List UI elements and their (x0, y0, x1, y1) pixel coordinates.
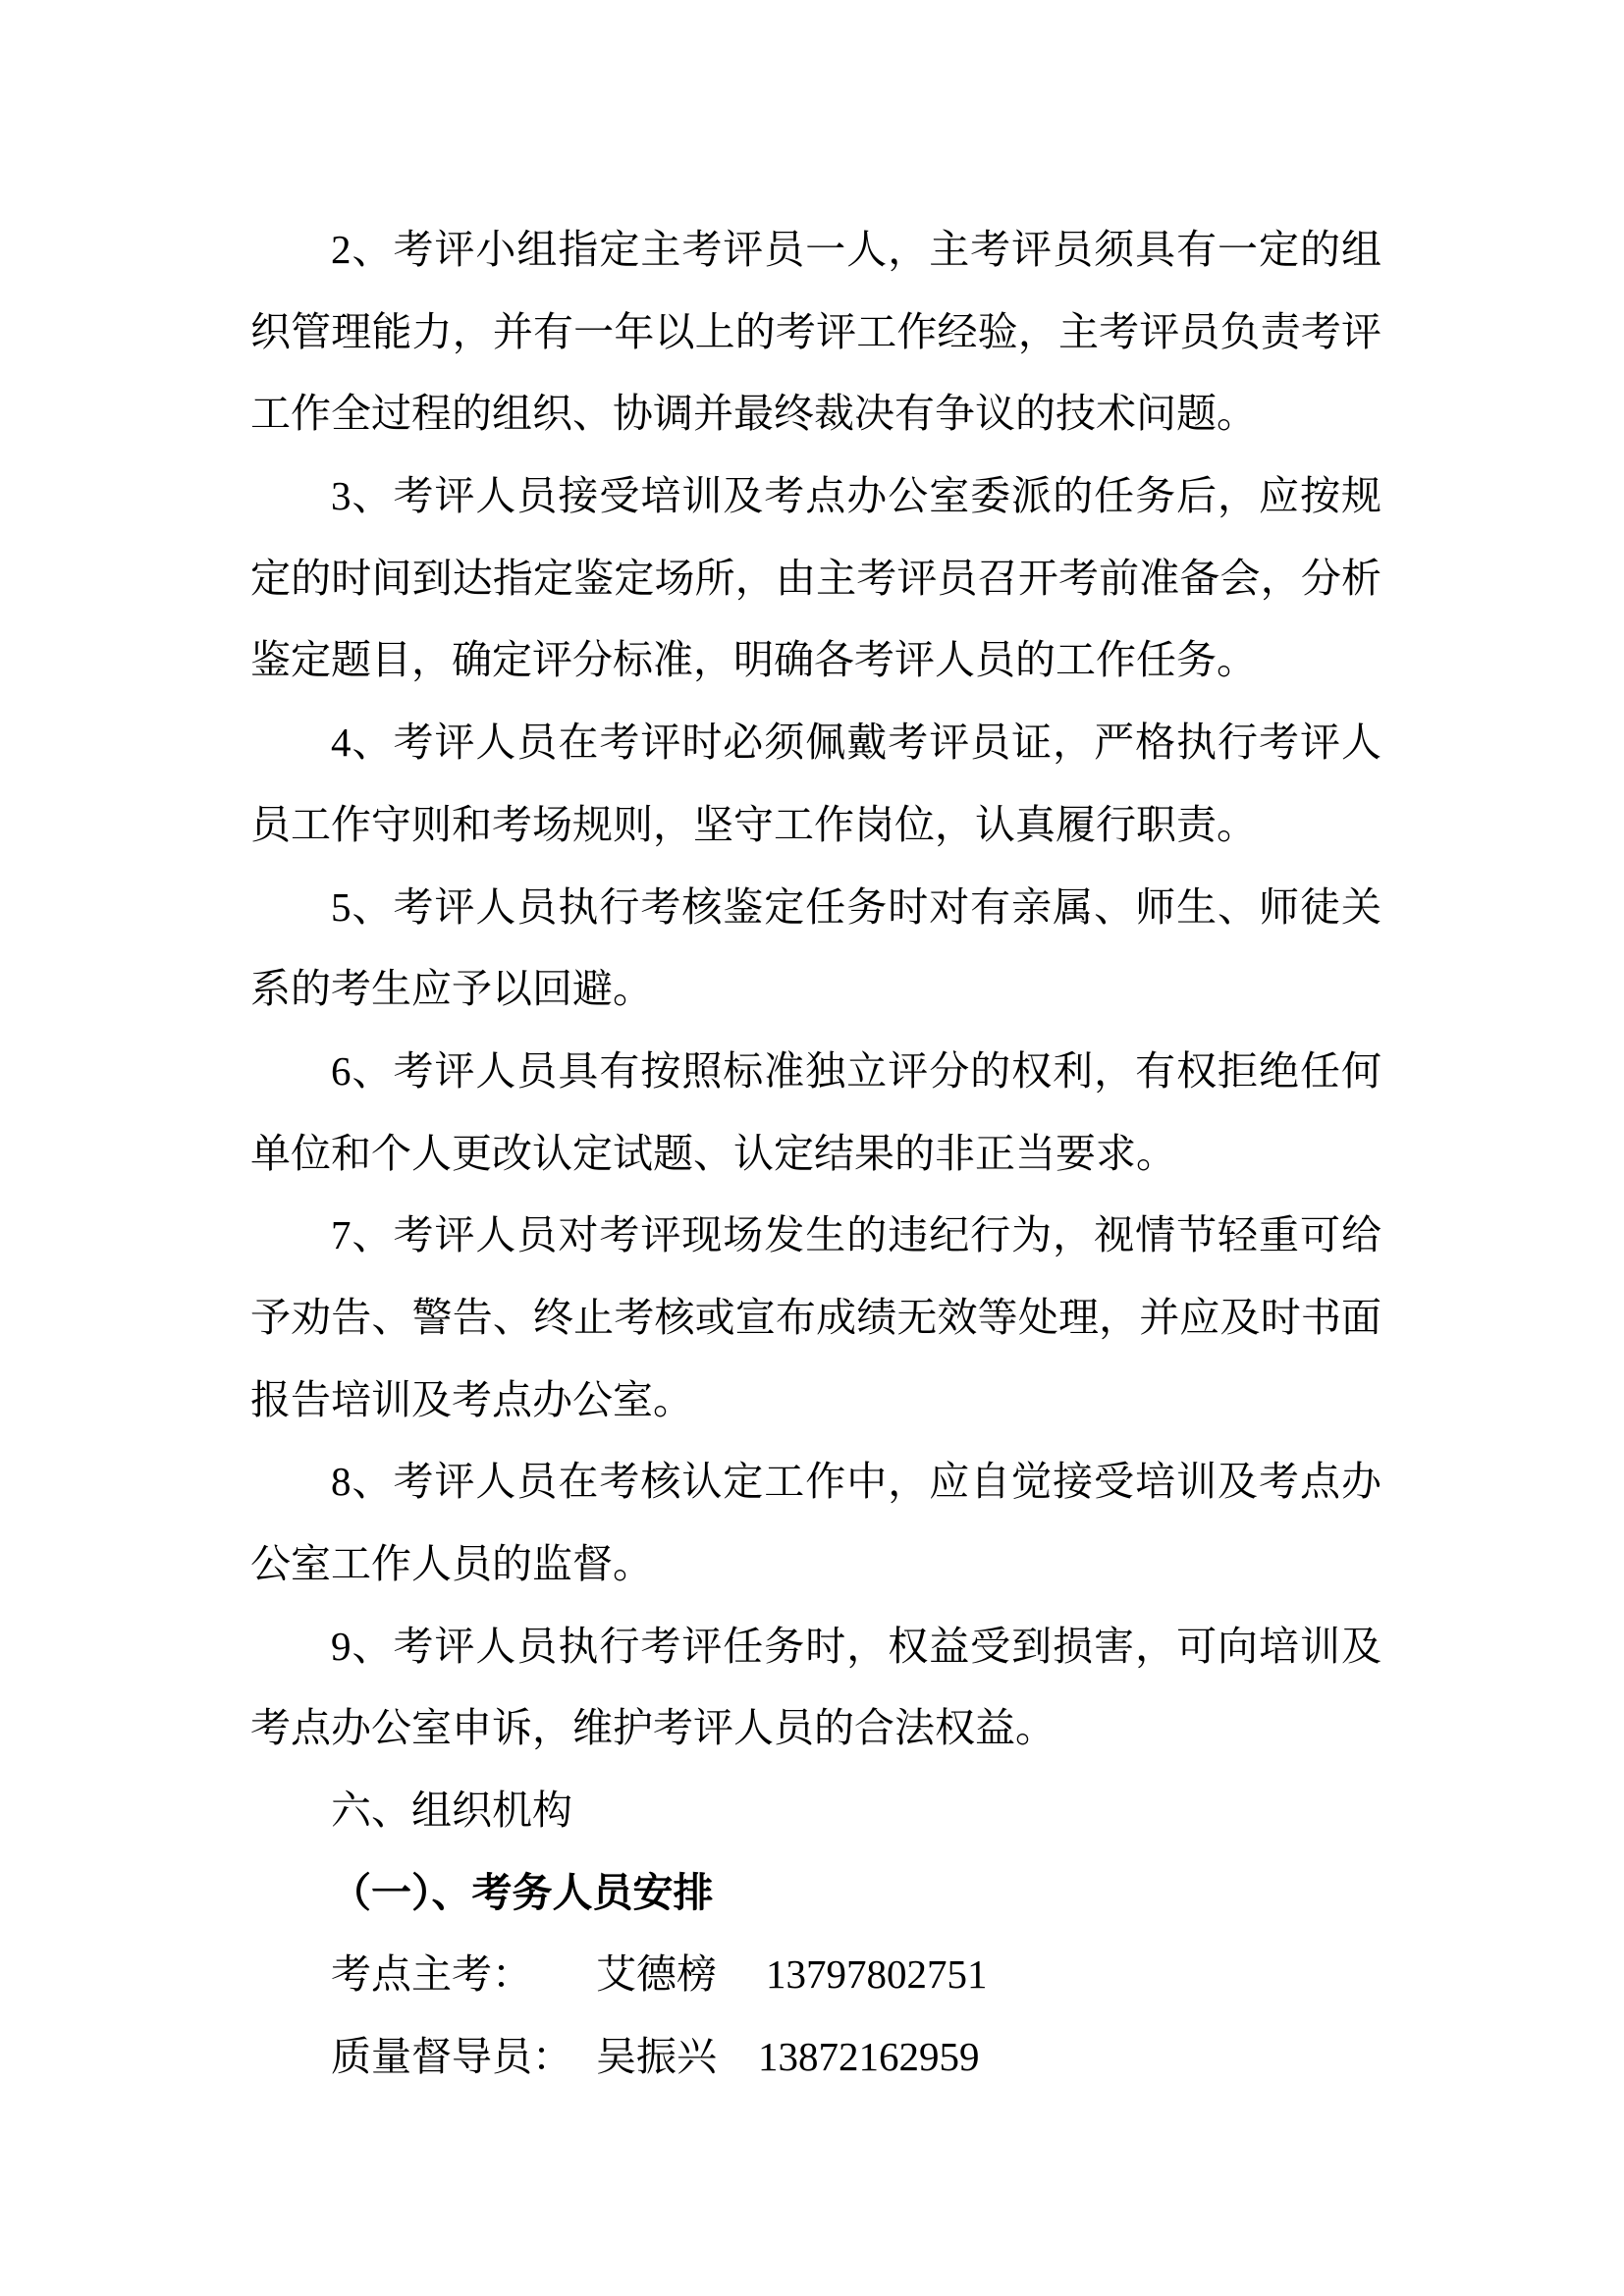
text-line: 工作全过程的组织、协调并最终裁决有争议的技术问题。 (250, 391, 1257, 437)
document-body (250, 209, 1381, 2099)
text-line: 3、考评人员接受培训及考点办公室委派的任务后，应按规 (331, 473, 1381, 519)
staff-phone: 13872162959 (758, 2034, 980, 2080)
clause-5 (250, 867, 1381, 1031)
text-line: 6、考评人员具有按照标准独立评分的权利，有权拒绝任何 (331, 1047, 1381, 1094)
clause-8 (250, 1441, 1381, 1605)
text-line: 2、考评小组指定主考评员一人，主考评员须具有一定的组 (331, 227, 1381, 272)
text-line: 考点办公室申诉，维护考评人员的合法权益。 (250, 1705, 1056, 1751)
clause-4 (250, 702, 1381, 866)
text-line: 予劝告、警告、终止考核或宣布成绩无效等处理，并应及时书面 (250, 1294, 1381, 1340)
clause-2 (250, 209, 1381, 455)
staff-row-quality-supervisor (250, 2016, 1381, 2099)
text-line: 员工作守则和考场规则，坚守工作岗位，认真履行职责。 (250, 801, 1257, 847)
text-line: 鉴定题目，确定评分标准，明确各考评人员的工作任务。 (250, 637, 1257, 683)
text-line: 8、考评人员在考核认定工作中，应自觉接受培训及考点办 (331, 1459, 1381, 1505)
text-line: 5、考评人员执行考核鉴定任务时对有亲属、师生、师徒关 (331, 883, 1381, 930)
staff-role: 考点主考： (331, 1951, 532, 1998)
subsection-heading: （一）、考务人员安排 (331, 1869, 714, 1915)
staff-role: 质量督导员： (331, 2034, 572, 2080)
text-line: 单位和个人更改认定试题、认定结果的非正当要求。 (250, 1130, 1176, 1176)
text-line: 4、考评人员在考评时必须佩戴考评员证，严格执行考评人 (331, 720, 1381, 766)
text-line: 公室工作人员的监督。 (250, 1541, 653, 1586)
clause-6 (250, 1031, 1381, 1195)
section-heading: 六、组织机构 (331, 1788, 572, 1834)
staff-row-chief-examiner (250, 1934, 1381, 2016)
text-line: 系的考生应予以回避。 (250, 966, 653, 1012)
text-line: 定的时间到达指定鉴定场所，由主考评员召开考前准备会，分析 (250, 555, 1381, 601)
staff-phone: 13797802751 (766, 1951, 988, 1998)
text-line: 7、考评人员对考评现场发生的违纪行为，视情节轻重可给 (331, 1212, 1381, 1258)
text-line: 织管理能力，并有一年以上的考评工作经验，主考评员负责考评 (250, 308, 1381, 354)
text-line: 9、考评人员执行考评任务时，权益受到损害，可向培训及 (331, 1623, 1381, 1669)
clause-7 (250, 1195, 1381, 1441)
clause-9 (250, 1606, 1381, 1770)
staff-name: 吴振兴 (596, 2034, 717, 2080)
clause-3 (250, 455, 1381, 702)
staff-name: 艾德榜 (596, 1951, 717, 1998)
text-line: 报告培训及考点办公室。 (250, 1376, 693, 1422)
